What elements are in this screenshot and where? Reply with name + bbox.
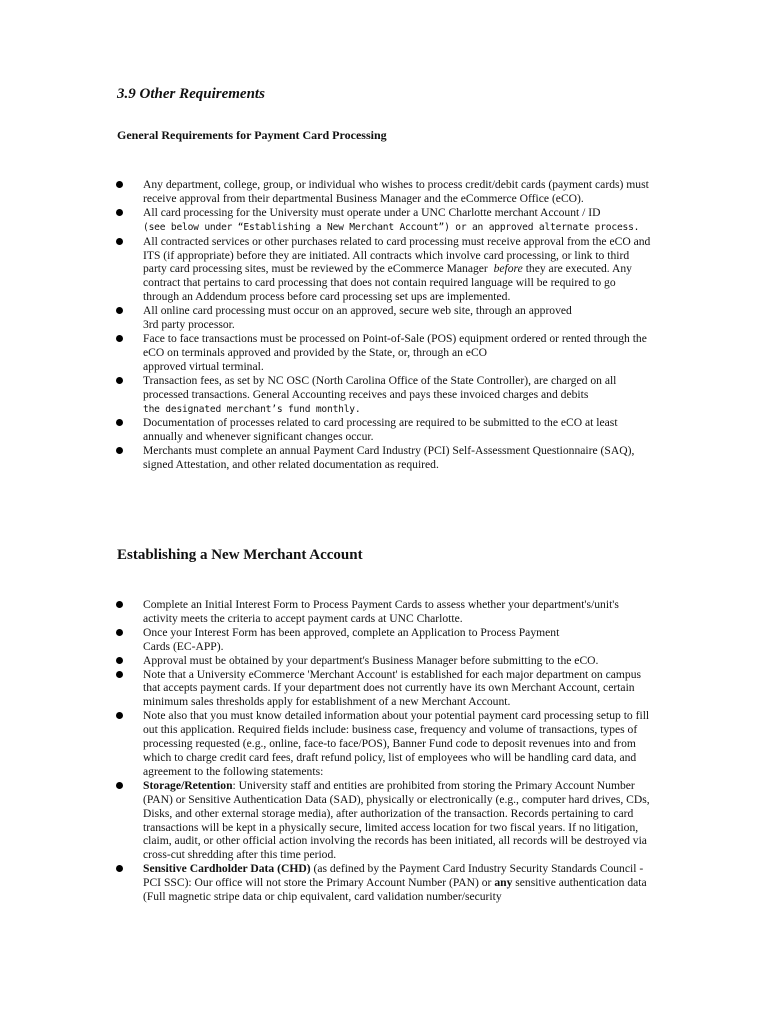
list-item: Any department, college, group, or individual who wishes to process credit/debit cards (payment cards) must receive approval from their departmental Business Manager and the eCommerce Office (eCO). xyxy=(0,178,652,206)
bullet-icon xyxy=(116,865,123,872)
general-requirements-list xyxy=(0,178,768,472)
chd-label: Sensitive Cardholder Data (CHD) xyxy=(143,862,311,876)
bullet-icon xyxy=(116,209,123,216)
bullet-icon xyxy=(116,671,123,678)
bullet-icon xyxy=(116,657,123,664)
bullet-icon xyxy=(116,377,123,384)
bullet-icon xyxy=(116,335,123,342)
bullet-icon xyxy=(116,712,123,719)
list-item: Storage/Retention: University staff and entities are prohibited from storing the Primary Account Number (PAN) or Sensitive Authentication Data (SAD), physically or electronically (e.g., computer hard drives, CDs, Disks, and other external storage media), after authorization of the transaction. Records pertaining to card transactions will be kept in a physically secure, limited access location for two fiscal years. If no litigation, claim, audit, or other official action involving the records has been initiated, all records will be destroyed via cross-cut shredding after this time period. xyxy=(0,779,652,862)
list-item: All contracted services or other purchases related to card processing must receive approval from the eCO and ITS (if appropriate) before they are initiated. All contracts which involve card processing, or link to third party card processing sites, must be reviewed by the eCommerce Manager before they are executed. Any contract that pertains to card processing that does not contain required language will be required to go through an Addendum process before card processing set ups are implemented. xyxy=(0,235,652,305)
list-item: Note also that you must know detailed information about your potential payment card processing setup to fill out this application. Required fields include: business case, frequency and volume of transactions, types of processing requested (e.g., online, face-to face/POS), Banner Fund code to deposit revenues into and from which to charge credit card fees, draft refund policy, list of employees who will be handling card data, and agreement to the following statements: xyxy=(0,709,652,779)
bullet-icon xyxy=(116,238,123,245)
bullet-icon xyxy=(116,307,123,314)
bullet-icon xyxy=(116,419,123,426)
list-item: All card processing for the University must operate under a UNC Charlotte merchant Account / ID (see below under “Establishing a New Merchant Account”) or an approved alternate process. xyxy=(0,206,652,235)
storage-retention-label: Storage/Retention xyxy=(143,778,233,792)
list-item: Complete an Initial Interest Form to Process Payment Cards to assess whether your department's/unit's activity meets the criteria to accept payment cards at UNC Charlotte. xyxy=(0,598,652,626)
merchant-account-heading: Establishing a New Merchant Account xyxy=(117,547,363,563)
list-item: Note that a University eCommerce 'Merchant Account' is established for each major department on campus that accepts payment cards. If your department does not currently have its own Merchant Account, certain minimum sales thresholds apply for establishment of a new Merchant Account. xyxy=(0,668,652,710)
list-item: Approval must be obtained by your department's Business Manager before submitting to the eCO. xyxy=(0,654,652,668)
list-item: All online card processing must occur on an approved, secure web site, through an approved 3rd party processor. xyxy=(0,304,652,332)
list-item: Merchants must complete an annual Payment Card Industry (PCI) Self-Assessment Questionnaire (SAQ), signed Attestation, and other related documentation as required. xyxy=(0,444,652,472)
bullet-icon xyxy=(116,601,123,608)
list-item: Documentation of processes related to card processing are required to be submitted to the eCO at least annually and whenever significant changes occur. xyxy=(0,416,652,444)
bullet-icon xyxy=(116,447,123,454)
bullet-icon xyxy=(116,181,123,188)
list-item: Once your Interest Form has been approved, complete an Application to Process Payment Cards (EC-APP). xyxy=(0,626,652,654)
subsection-title: General Requirements for Payment Card Processing xyxy=(117,128,387,142)
list-item: Face to face transactions must be processed on Point-of-Sale (POS) equipment ordered or rented through the eCO on terminals approved and provided by the State, or, through an eCO approved virtual terminal. xyxy=(0,332,652,374)
bullet-icon xyxy=(116,629,123,636)
list-item: Sensitive Cardholder Data (CHD) (as defined by the Payment Card Industry Security Standards Council - PCI SSC): Our office will not store the Primary Account Number (PAN) or any sensitive authentication data (Full magnetic stripe data or chip equivalent, card validation number/security xyxy=(0,862,652,904)
merchant-account-list xyxy=(0,598,768,904)
bullet-icon xyxy=(116,782,123,789)
list-item: Transaction fees, as set by NC OSC (North Carolina Office of the State Controller), are charged on all processed transactions. General Accounting receives and pays these invoiced charges and debits the designated merchant’s fund monthly. xyxy=(0,374,652,417)
section-title: 3.9 Other Requirements xyxy=(117,86,265,102)
